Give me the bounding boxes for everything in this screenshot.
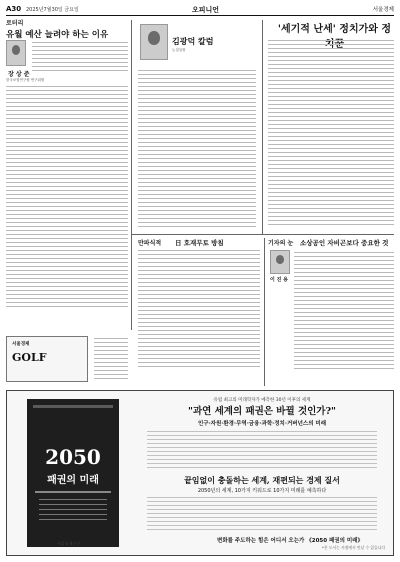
author-name: 장 상 준 — [8, 71, 30, 78]
golf-ad-brand: GOLF — [12, 351, 47, 364]
columnist-photo — [140, 24, 168, 60]
reporter-name: 이 진 용 — [270, 277, 288, 283]
ad-footer: 변화를 주도하는 힘은 어디서 오는가 《2050 패권의 미래》 — [217, 538, 363, 544]
column-title: 日 호재무토 방침 — [175, 239, 224, 247]
golf-ad[interactable] — [6, 336, 88, 382]
section-title: 오피니언 — [192, 6, 220, 14]
column-divider-2 — [262, 20, 263, 235]
article-text-1b — [6, 86, 128, 310]
ad-headline: "과연 세계의 패권은 바뀔 것인가?" — [188, 406, 336, 417]
ad-subheadline: 인구·자원·환경·무역·금융·과학·정치·거버넌스의 미래 — [197, 421, 327, 427]
article-text-4 — [138, 250, 260, 370]
column-divider-3 — [264, 238, 265, 386]
book-blurb — [39, 499, 107, 524]
reporter-photo — [270, 250, 290, 274]
article-text-2 — [138, 70, 256, 230]
ad-body-text — [147, 431, 377, 471]
book-title: 2050 — [45, 445, 101, 469]
reporter-label: 기자의 눈 — [268, 240, 294, 247]
section-label: 만파식적 — [138, 240, 162, 247]
middle-rule — [132, 234, 394, 235]
article-text-6 — [94, 338, 128, 382]
article-text-1a — [32, 42, 128, 74]
page-number: A30 — [6, 5, 22, 13]
header-rule — [6, 15, 394, 16]
publisher-name: 서울경제신문 — [57, 541, 81, 546]
reporter-headline: 소상공인 자비곤보다 중요한 것 — [300, 239, 389, 247]
column-divider-1 — [131, 20, 132, 330]
ad-body-text-2 — [147, 497, 377, 533]
article-text-3 — [268, 40, 394, 228]
book-subtitle: 패권의 미래 — [47, 475, 99, 486]
book-rule — [35, 491, 111, 493]
columnist-name: 김광덕 칼럼 — [172, 37, 214, 46]
ad-lead: 유럽 최고의 미래학자가 예측한 30년 이후의 세계 — [213, 398, 311, 403]
column-headline: 유월 예산 늘려야 하는 이유 — [6, 30, 109, 40]
ad-footnote: *본 도서는 서점에서 만날 수 있습니다 — [322, 545, 385, 550]
book-band — [33, 405, 113, 408]
article-text-5 — [294, 252, 394, 372]
column-label: 로터리 — [6, 20, 24, 27]
newspaper-name: 서울경제 — [372, 7, 394, 13]
ad-quote: 끝임없이 충돌하는 세계, 재편되는 경제 질서 — [184, 475, 340, 485]
column-headline-3: '세기적 난세' 정치가와 정 — [277, 24, 392, 35]
golf-ad-top: 서울경제 — [12, 342, 30, 347]
author-photo — [6, 40, 26, 66]
issue-date: 2025년7월30일 금요일 — [26, 7, 79, 13]
author-role: 한국보험연구원 연구위원 — [6, 78, 45, 82]
ad-quote-sub: 2050년의 세계, 10가지 키워드로 10가지 미래를 예측하다 — [197, 488, 327, 494]
book-cover — [27, 399, 119, 547]
book-advertisement[interactable] — [6, 390, 394, 556]
columnist-role: 논설실장 — [172, 48, 186, 52]
